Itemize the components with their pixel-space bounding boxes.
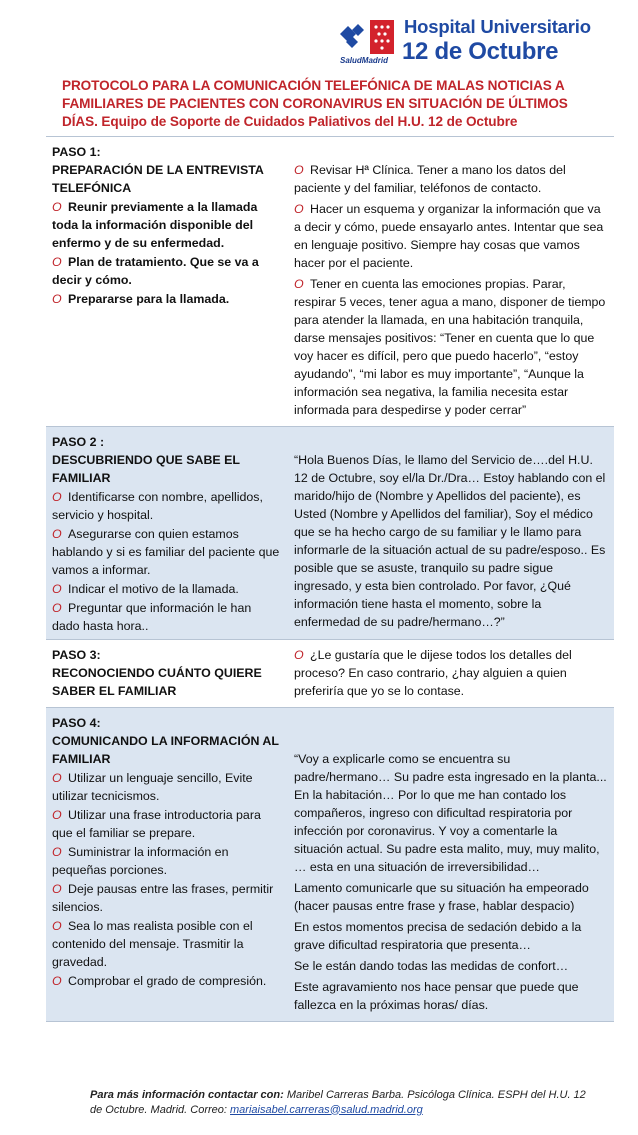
step-detail-text: Se le están dando todas las medidas de confort…: [294, 959, 569, 973]
step-detail: [294, 451, 608, 631]
bullet-icon: O: [52, 919, 62, 933]
step-detail: [294, 200, 608, 272]
step-detail: [294, 161, 608, 197]
step-item: [52, 198, 281, 252]
logo-caption: SaludMadrid: [340, 56, 389, 65]
step-left-cell: [46, 708, 286, 1021]
step-left-cell: [46, 137, 286, 426]
step-item-text: Plan de tratamiento. Que se va a decir y cómo.: [52, 255, 259, 287]
step-item: [52, 253, 281, 289]
step-item-text: Prepararse para la llamada.: [68, 292, 230, 306]
step-detail: [294, 275, 608, 419]
step-label: PASO 1:: [52, 145, 101, 159]
bullet-icon: O: [52, 255, 62, 269]
step-detail-text: ¿Le gustaría que le dijese todos los detalles del proceso? En caso contrario, ¿hay alguien a quien preferiría que yo se lo contase.: [294, 648, 572, 698]
step-item: [52, 972, 281, 990]
step-left-cell: [46, 427, 286, 639]
bullet-icon: O: [294, 648, 304, 662]
bullet-icon: O: [52, 292, 62, 306]
step-detail-text: Lamento comunicarle que su situación ha empeorado (hacer pausas entre frase y frase, hablar despacio): [294, 881, 589, 913]
step-item: [52, 290, 281, 308]
step-item: [52, 488, 281, 524]
footer-text: Maribel Carreras Barba. Psicóloga Clínica. ESPH del H.U. 12 de Octubre. Madrid. Correo:: [90, 1089, 586, 1116]
step-item: [52, 880, 281, 916]
step-row: [46, 427, 614, 640]
hospital-name-line1: Hospital Universitario: [404, 16, 591, 37]
step-item: [52, 599, 281, 635]
step-detail: [294, 957, 608, 975]
step-item-text: Identificarse con nombre, apellidos, servicio y hospital.: [52, 490, 263, 522]
step-item-text: Preguntar que información le han dado hasta hora..: [52, 601, 252, 633]
step-item: [52, 843, 281, 879]
step-heading: RECONOCIENDO CUÁNTO QUIERE SABER EL FAMILIAR: [52, 666, 262, 698]
bullet-icon: O: [294, 163, 304, 177]
step-right-cell: [286, 427, 614, 639]
document-title: PROTOCOLO PARA LA COMUNICACIÓN TELEFÓNICA DE MALAS NOTICIAS A FAMILIARES DE PACIENTES CON CORONAVIRUS EN SITUACIÓN DE ÚLTIMOS DÍAS. Equipo de Soporte de Cuidados Paliativos del H.U. 12 de Octubre: [62, 78, 568, 129]
hospital-name-line2: 12 de Octubre: [402, 38, 559, 65]
footer-contact: [90, 1088, 590, 1117]
step-item: [52, 580, 281, 598]
bullet-icon: O: [52, 845, 62, 859]
step-detail-text: Hacer un esquema y organizar la información que va a decir y cómo, puede ensayarlo antes. Intentar que sea en lenguaje positivo. Siempre hay cosas que vamos hacer por el paciente.: [294, 202, 604, 270]
step-row: [46, 708, 614, 1022]
bullet-icon: O: [52, 882, 62, 896]
step-item: [52, 525, 281, 579]
step-detail-text: “Hola Buenos Días, le llamo del Servicio de….del H.U. 12 de Octubre, soy el/la Dr./Dra… Estoy hablando con el marido/hijo de (Nombre y Apellidos del paciente), es Usted (Nombre y Apellidos del familiar), Soy el médico que se ha hecho cargo de su familiar y le llamo para informarle de la situación actual de su padre/esposo.. Es posible que se asuste, tranquilo su padre sigue ingresado, y esta bien controlado. Por favor, ¿Qué información tiene hasta el momento, sobre la enfermedad de su padre/hermano…?”: [294, 453, 606, 629]
step-right-cell: [286, 708, 614, 1021]
step-heading: PREPARACIÓN DE LA ENTREVISTA TELEFÓNICA: [52, 163, 264, 195]
bullet-icon: O: [52, 808, 62, 822]
step-detail: [294, 750, 608, 876]
step-left-cell: [46, 640, 286, 707]
bullet-icon: O: [52, 601, 62, 615]
step-item-text: Indicar el motivo de la llamada.: [68, 582, 239, 596]
step-item-text: Comprobar el grado de compresión.: [68, 974, 267, 988]
step-item-text: Sea lo mas realista posible con el contenido del mensaje. Trasmitir la gravedad.: [52, 919, 253, 969]
bullet-icon: O: [52, 974, 62, 988]
bullet-icon: O: [52, 200, 62, 214]
bullet-icon: O: [294, 277, 304, 291]
step-item: [52, 806, 281, 842]
step-detail: [294, 879, 608, 915]
step-item-text: Utilizar un lenguaje sencillo, Evite utilizar tecnicismos.: [52, 771, 253, 803]
step-detail: [294, 918, 608, 954]
step-detail-text: Tener en cuenta las emociones propias. Parar, respirar 5 veces, tener agua a mano, disponer de tiempo para atender la llamada, en una habitación tranquila, darse mensajes positivos: “Tener en cuenta que lo que voy hacer es difícil, pero que puedo hacerlo”, “estoy ayudando”, “mi labor es muy importante”, “Aunque la información sea negativa, la familia necesita estar informada para despedirse y poder cerrar”: [294, 277, 606, 417]
step-detail: [294, 646, 608, 700]
step-row: [46, 640, 614, 708]
step-item-text: Suministrar la información en pequeñas porciones.: [52, 845, 229, 877]
step-detail-text: En estos momentos precisa de sedación debido a la grave dificultad respiratoria que presenta…: [294, 920, 582, 952]
step-item-text: Deje pausas entre las frases, permitir silencios.: [52, 882, 274, 914]
step-label: PASO 2 :: [52, 435, 105, 449]
step-item-text: Reunir previamente a la llamada toda la información disponible del enfermo y de su enfermedad.: [52, 200, 258, 250]
footer-lead: Para más información contactar con:: [90, 1089, 284, 1101]
step-right-cell: [286, 640, 614, 707]
step-row: [46, 137, 614, 427]
step-detail: [294, 978, 608, 1014]
step-item-text: Asegurarse con quien estamos hablando y si es familiar del paciente que vamos a informar.: [52, 527, 280, 577]
step-heading: COMUNICANDO LA INFORMACIÓN AL FAMILIAR: [52, 734, 279, 766]
step-detail-text: Este agravamiento nos hace pensar que puede que fallezca en la próximas horas/ días.: [294, 980, 579, 1012]
bullet-icon: O: [52, 582, 62, 596]
footer-email-link[interactable]: mariaisabel.carreras@salud.madrid.org: [230, 1103, 423, 1116]
step-heading: DESCUBRIENDO QUE SABE EL FAMILIAR: [52, 453, 240, 485]
step-item: [52, 769, 281, 805]
step-right-cell: [286, 137, 614, 426]
bullet-icon: O: [52, 771, 62, 785]
page-header: [0, 0, 638, 72]
bullet-icon: O: [294, 202, 304, 216]
step-label: PASO 3:: [52, 648, 101, 662]
step-item: [52, 917, 281, 971]
bullet-icon: O: [52, 490, 62, 504]
step-label: PASO 4:: [52, 716, 101, 730]
step-detail-text: Revisar Hª Clínica. Tener a mano los datos del paciente y del familiar, teléfonos de contacto.: [294, 163, 566, 195]
protocol-table: [46, 136, 614, 1022]
step-detail-text: “Voy a explicarle como se encuentra su padre/hermano… Su padre esta ingresado en la planta... En la habitación… Por lo que me han contado los compañeros, ingreso con dificultad respiratoria por infección por coronavirus. Y voy a comentarle la situación actual. Su padre esta malito, muy, muy malito, … esta en una situación de irreversibilidad…: [294, 752, 607, 874]
step-item-text: Utilizar una frase introductoria para que el familiar se prepare.: [52, 808, 261, 840]
bullet-icon: O: [52, 527, 62, 541]
